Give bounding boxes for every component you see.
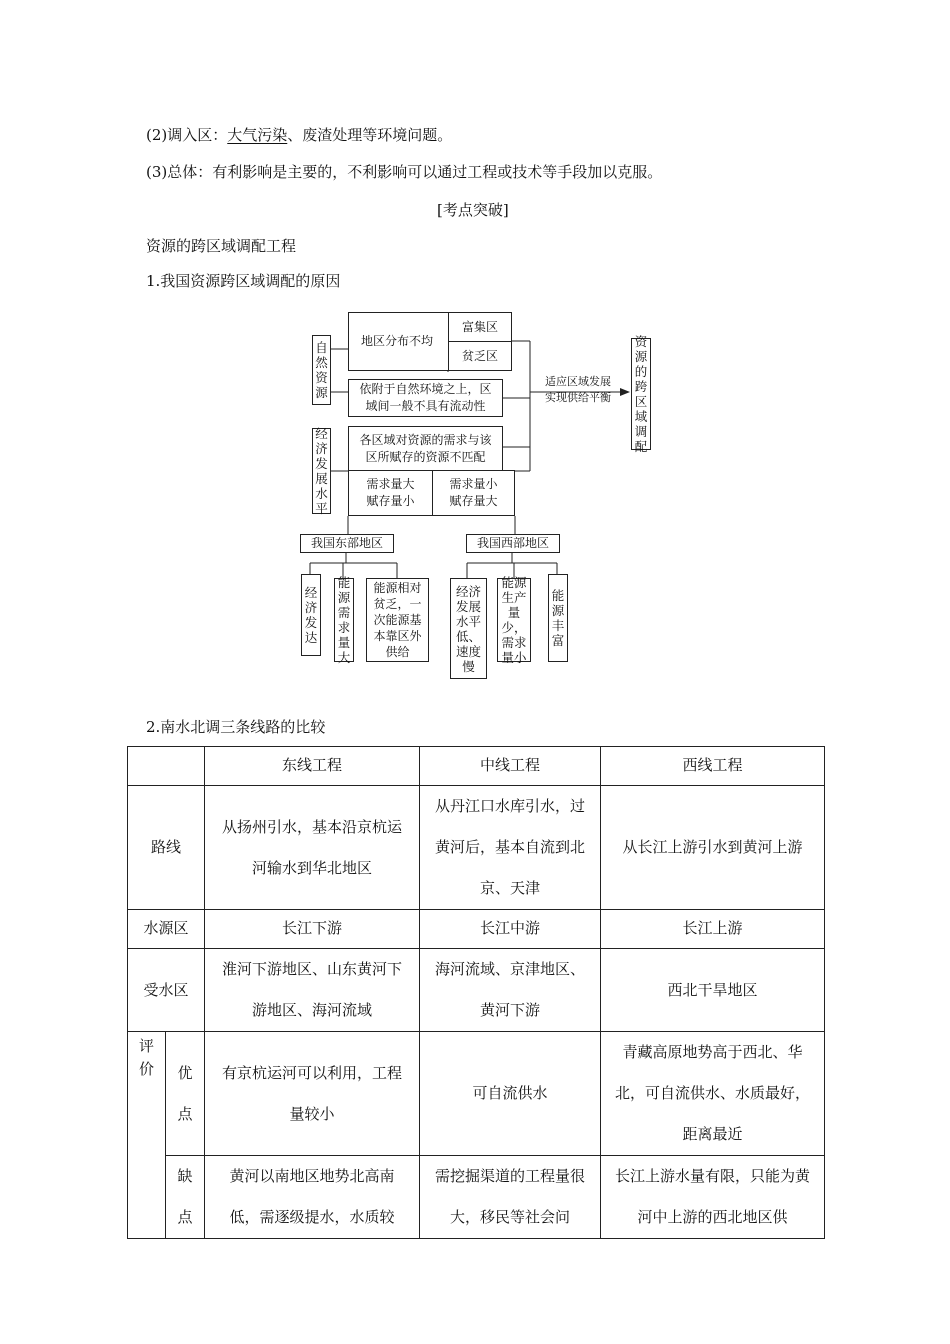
route-west: 从长江上游引水到黄河上游 (601, 786, 825, 910)
underlined-term: 大气污染 (227, 126, 288, 144)
source-label: 水源区 (128, 910, 205, 949)
header-corner (128, 747, 205, 786)
west-region-box: 我国西部地区 (466, 534, 560, 553)
natural-resources-box: 自然资源 (312, 335, 331, 405)
east-energy-scarce-box: 能源相对贫乏，一次能源基本靠区外供给 (366, 578, 429, 662)
table-row-route (128, 786, 825, 910)
immobility-box: 依附于自然环境之上，区 域间一般不具有流动性 (348, 379, 503, 417)
arrow-label: 适应区域发展 实现供给平衡 (545, 375, 611, 404)
west-energy-production-box: 能源生产量少，需求量小 (497, 578, 531, 662)
table-row-source (128, 910, 825, 949)
economic-level-box: 经济发展水平 (312, 428, 331, 514)
mismatch-box: 各区域对资源的需求与该 区所赋存的资源不匹配 (348, 426, 503, 471)
uneven-distribution-box: 地区分布不均 (348, 312, 512, 371)
table-row-receiving (128, 949, 825, 1032)
east-economy-box: 经济发达 (301, 574, 321, 656)
receiving-middle: 海河流域、京津地区、黄河下游 (420, 949, 601, 1032)
cons-east: 黄河以南地区地势北高南低，需逐级提水，水质较 (205, 1156, 420, 1239)
source-middle: 长江中游 (420, 910, 601, 949)
paragraph-import-area-rest: 、废渣处理等环境问题。 (287, 126, 453, 144)
result-box: 资源的跨区域调配 (631, 338, 651, 450)
paragraph-import-area-label: (2)调入区： (146, 126, 228, 144)
rich-area-box: 富集区 (448, 312, 512, 342)
item-2-heading: 2.南水北调三条线路的比较 (146, 718, 326, 736)
item-1-heading: 1.我国资源跨区域调配的原因 (146, 272, 341, 290)
evaluation-label: 评价 (128, 1032, 166, 1239)
west-economy-box: 经济发展水平低、速度慢 (450, 578, 487, 679)
topic-heading: 资源的跨区域调配工程 (146, 237, 297, 255)
poor-area-box: 贫乏区 (448, 341, 512, 371)
table-header-row (128, 747, 825, 786)
pros-west: 青藏高原地势高于西北、华北，可自流供水、水质最好，距离最近 (601, 1032, 825, 1156)
pros-east: 有京杭运河可以利用，工程量较小 (205, 1032, 420, 1156)
header-east: 东线工程 (205, 747, 420, 786)
source-east: 长江下游 (205, 910, 420, 949)
cons-west: 长江上游水量有限，只能为黄河中上游的西北地区供 (601, 1156, 825, 1239)
pros-middle: 可自流供水 (420, 1032, 601, 1156)
header-middle: 中线工程 (420, 747, 601, 786)
west-energy-rich-box: 能源丰富 (548, 574, 568, 662)
east-energy-demand-box: 能源需求量大 (334, 578, 354, 662)
source-west: 长江上游 (601, 910, 825, 949)
receiving-east: 淮河下游地区、山东黄河下游地区、海河流域 (205, 949, 420, 1032)
receiving-west: 西北干旱地区 (601, 949, 825, 1032)
route-east: 从扬州引水，基本沿京杭运河输水到华北地区 (205, 786, 420, 910)
cons-middle: 需挖掘渠道的工程量很大，移民等社会问 (420, 1156, 601, 1239)
receiving-label: 受水区 (128, 949, 205, 1032)
low-demand-box: 需求量小 赋存量大 (432, 470, 515, 516)
comparison-table (127, 746, 825, 1239)
header-west: 西线工程 (601, 747, 825, 786)
paragraph-overall: (3)总体：有利影响是主要的，不利影响可以通过工程或技术等手段加以克服。 (146, 163, 663, 181)
table-row-pros (128, 1032, 825, 1156)
section-label: [考点突破] (437, 201, 509, 219)
route-middle: 从丹江口水库引水，过黄河后，基本自流到北京、天津 (420, 786, 601, 910)
east-region-box: 我国东部地区 (300, 534, 394, 553)
route-label: 路线 (128, 786, 205, 910)
pros-label: 优点 (166, 1032, 205, 1156)
high-demand-box: 需求量大 赋存量小 (348, 470, 433, 516)
cons-label: 缺点 (166, 1156, 205, 1239)
table-row-cons (128, 1156, 825, 1239)
